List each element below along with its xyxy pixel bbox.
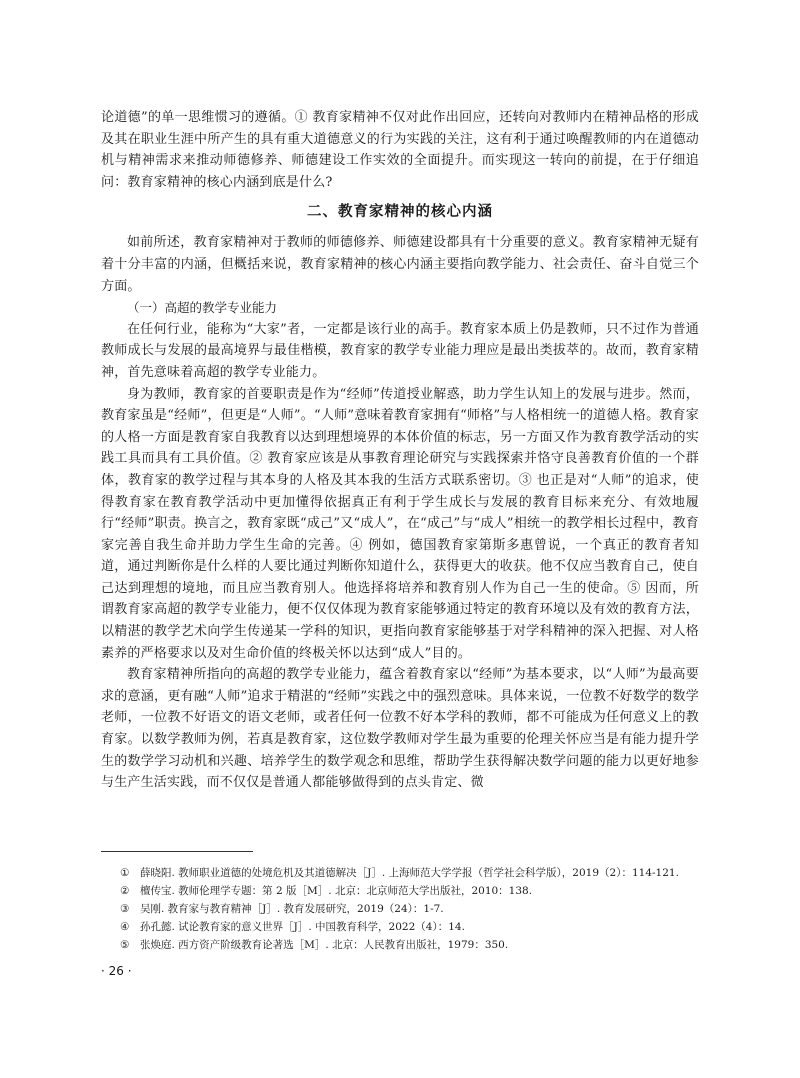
paragraph: 身为教师，教育家的首要职责是作为“经师”传道授业解惑，助力学生认知上的发展与进步。然而，教育家虽是“经师”，但更是“人师”。“人师”意味着教育家拥有“师格”与人格相统一的道德人格。教育家的人格一方面是教育家自我教育以达到理想境界的本体价值的标志，另一方面又作为教育教学活动的实践工具而具有工具价值。② 教育家应该是从事教育理论研究与实践探索并恪守良善教育价值的一个群体，教育家的教学过程与其本身的人格及其本我的生活方式联系密切。③ 也正是对“人师”的追求，使得教育家在教育教学活动中更加懂得依据真正有利于学生成长与发展的教育目标来充分、有效地履行“经师”职责。换言之，教育家既“成己”又“成人”，在“成己”与“成人”相统一的教学相长过程中，教育家完善自我生命并助力学生生命的完善。④ 例如，德国教育家第斯多惠曾说，一个真正的教育者知道，通过判断你是什么样的人要比通过判断你知道什么，获得更大的收获。他不仅应当教育自己，使自己达到理想的境地，而且应当教育别人。他选择将培养和教育别人作为自己一生的使命。⑤ 因而，所谓教育家高超的教学专业能力，便不仅仅体现为教育家能够通过特定的教育环境以及有效的教育方法，以精湛的教学艺术向学生传递某一学科的知识，更指向教育家能够基于对学科精神的深入把握、对人格素养的严格要求以及对生命价值的终极关怀以达到“成人”目的。 xyxy=(101,386,699,661)
footnote-text: 张焕庭. 西方资产阶级教育论著选［M］. 北京：人民教育出版社，1979：350. xyxy=(140,939,509,951)
section-title: 二、教育家精神的核心内涵 xyxy=(307,204,493,221)
footnote-mark: ③ xyxy=(120,903,130,915)
footnote-mark: ⑤ xyxy=(120,939,130,951)
paragraph: 在任何行业，能称为“大家”者，一定都是该行业的高手。教育家本质上仍是教师，只不过作为普通教师成长与发展的最高境界与最佳楷模，教育家的教学专业能力理应是最出类拔萃的。故而，教育家精神，首先意味着高超的教学专业能力。 xyxy=(101,321,699,380)
footnotes xyxy=(120,864,700,954)
paragraph: 教育家精神所指向的高超的教学专业能力，蕴含着教育家以“经师”为基本要求，以“人师”为最高要求的意涵，更有融“人师”追求于精湛的“经师”实践之中的强烈意味。具体来说，一位教不好数学的数学老师，一位教不好语文的语文老师，或者任何一位教不好本学科的教师，都不可能成为任何意义上的教育家。以数学教师为例，若真是教育家，这位数学教师对学生最为重要的伦理关怀应当是有能力提升学生的数学学习动机和兴趣、培养学生的数学观念和思维，帮助学生获得解决数学问题的能力以更好地参与生产生活实践，而不仅仅是普通人都能够做得到的点头肯定、微 xyxy=(101,667,699,791)
footnote-text: 檀传宝. 教师伦理学专题：第 2 版［M］. 北京：北京师范大学出版社，2010：138. xyxy=(140,885,533,897)
page-number: · 26 · xyxy=(101,964,132,978)
intro-paragraph: 如前所述，教育家精神对于教师的师德修养、师德建设都具有十分重要的意义。教育家精神无疑有着十分丰富的内涵，但概括来说，教育家精神的核心内涵主要指向教学能力、社会责任、奋斗自觉三个方面。 xyxy=(101,235,699,294)
footnote-text: 孙孔懿. 试论教育家的意义世界［J］. 中国教育科学，2022（4）：14. xyxy=(140,921,465,933)
footnote-mark: ② xyxy=(120,885,130,897)
subheading: （一）高超的教学专业能力 xyxy=(127,300,278,316)
footnote xyxy=(120,864,700,882)
footnote xyxy=(120,900,700,918)
paragraph-continued: 论道德”的单一思维惯习的遵循。① 教育家精神不仅对此作出回应，还转向对教师内在精神品格的形成及其在职业生涯中所产生的具有重大道德意义的行为实践的关注，这有利于通过唤醒教师的内在道德动机与精神需求来推动师德修养、师德建设工作实效的全面提升。而实现这一转向的前提，在于仔细追问：教育家精神的核心内涵到底是什么? xyxy=(101,110,699,190)
footnote-mark: ④ xyxy=(120,921,130,933)
footnote xyxy=(120,936,700,954)
footnote xyxy=(120,882,700,900)
footnote-mark: ① xyxy=(120,867,130,879)
footnote-text: 薛晓阳. 教师职业道德的处境危机及其道德解决［J］. 上海师范大学学报（哲学社会科学版），2019（2）：114-121. xyxy=(140,867,679,879)
body-text xyxy=(101,107,699,794)
footnote-divider xyxy=(101,851,253,852)
footnote xyxy=(120,918,700,936)
footnote-text: 吴刚. 教育家与教育精神［J］. 教育发展研究，2019（24）：1-7. xyxy=(140,903,444,915)
